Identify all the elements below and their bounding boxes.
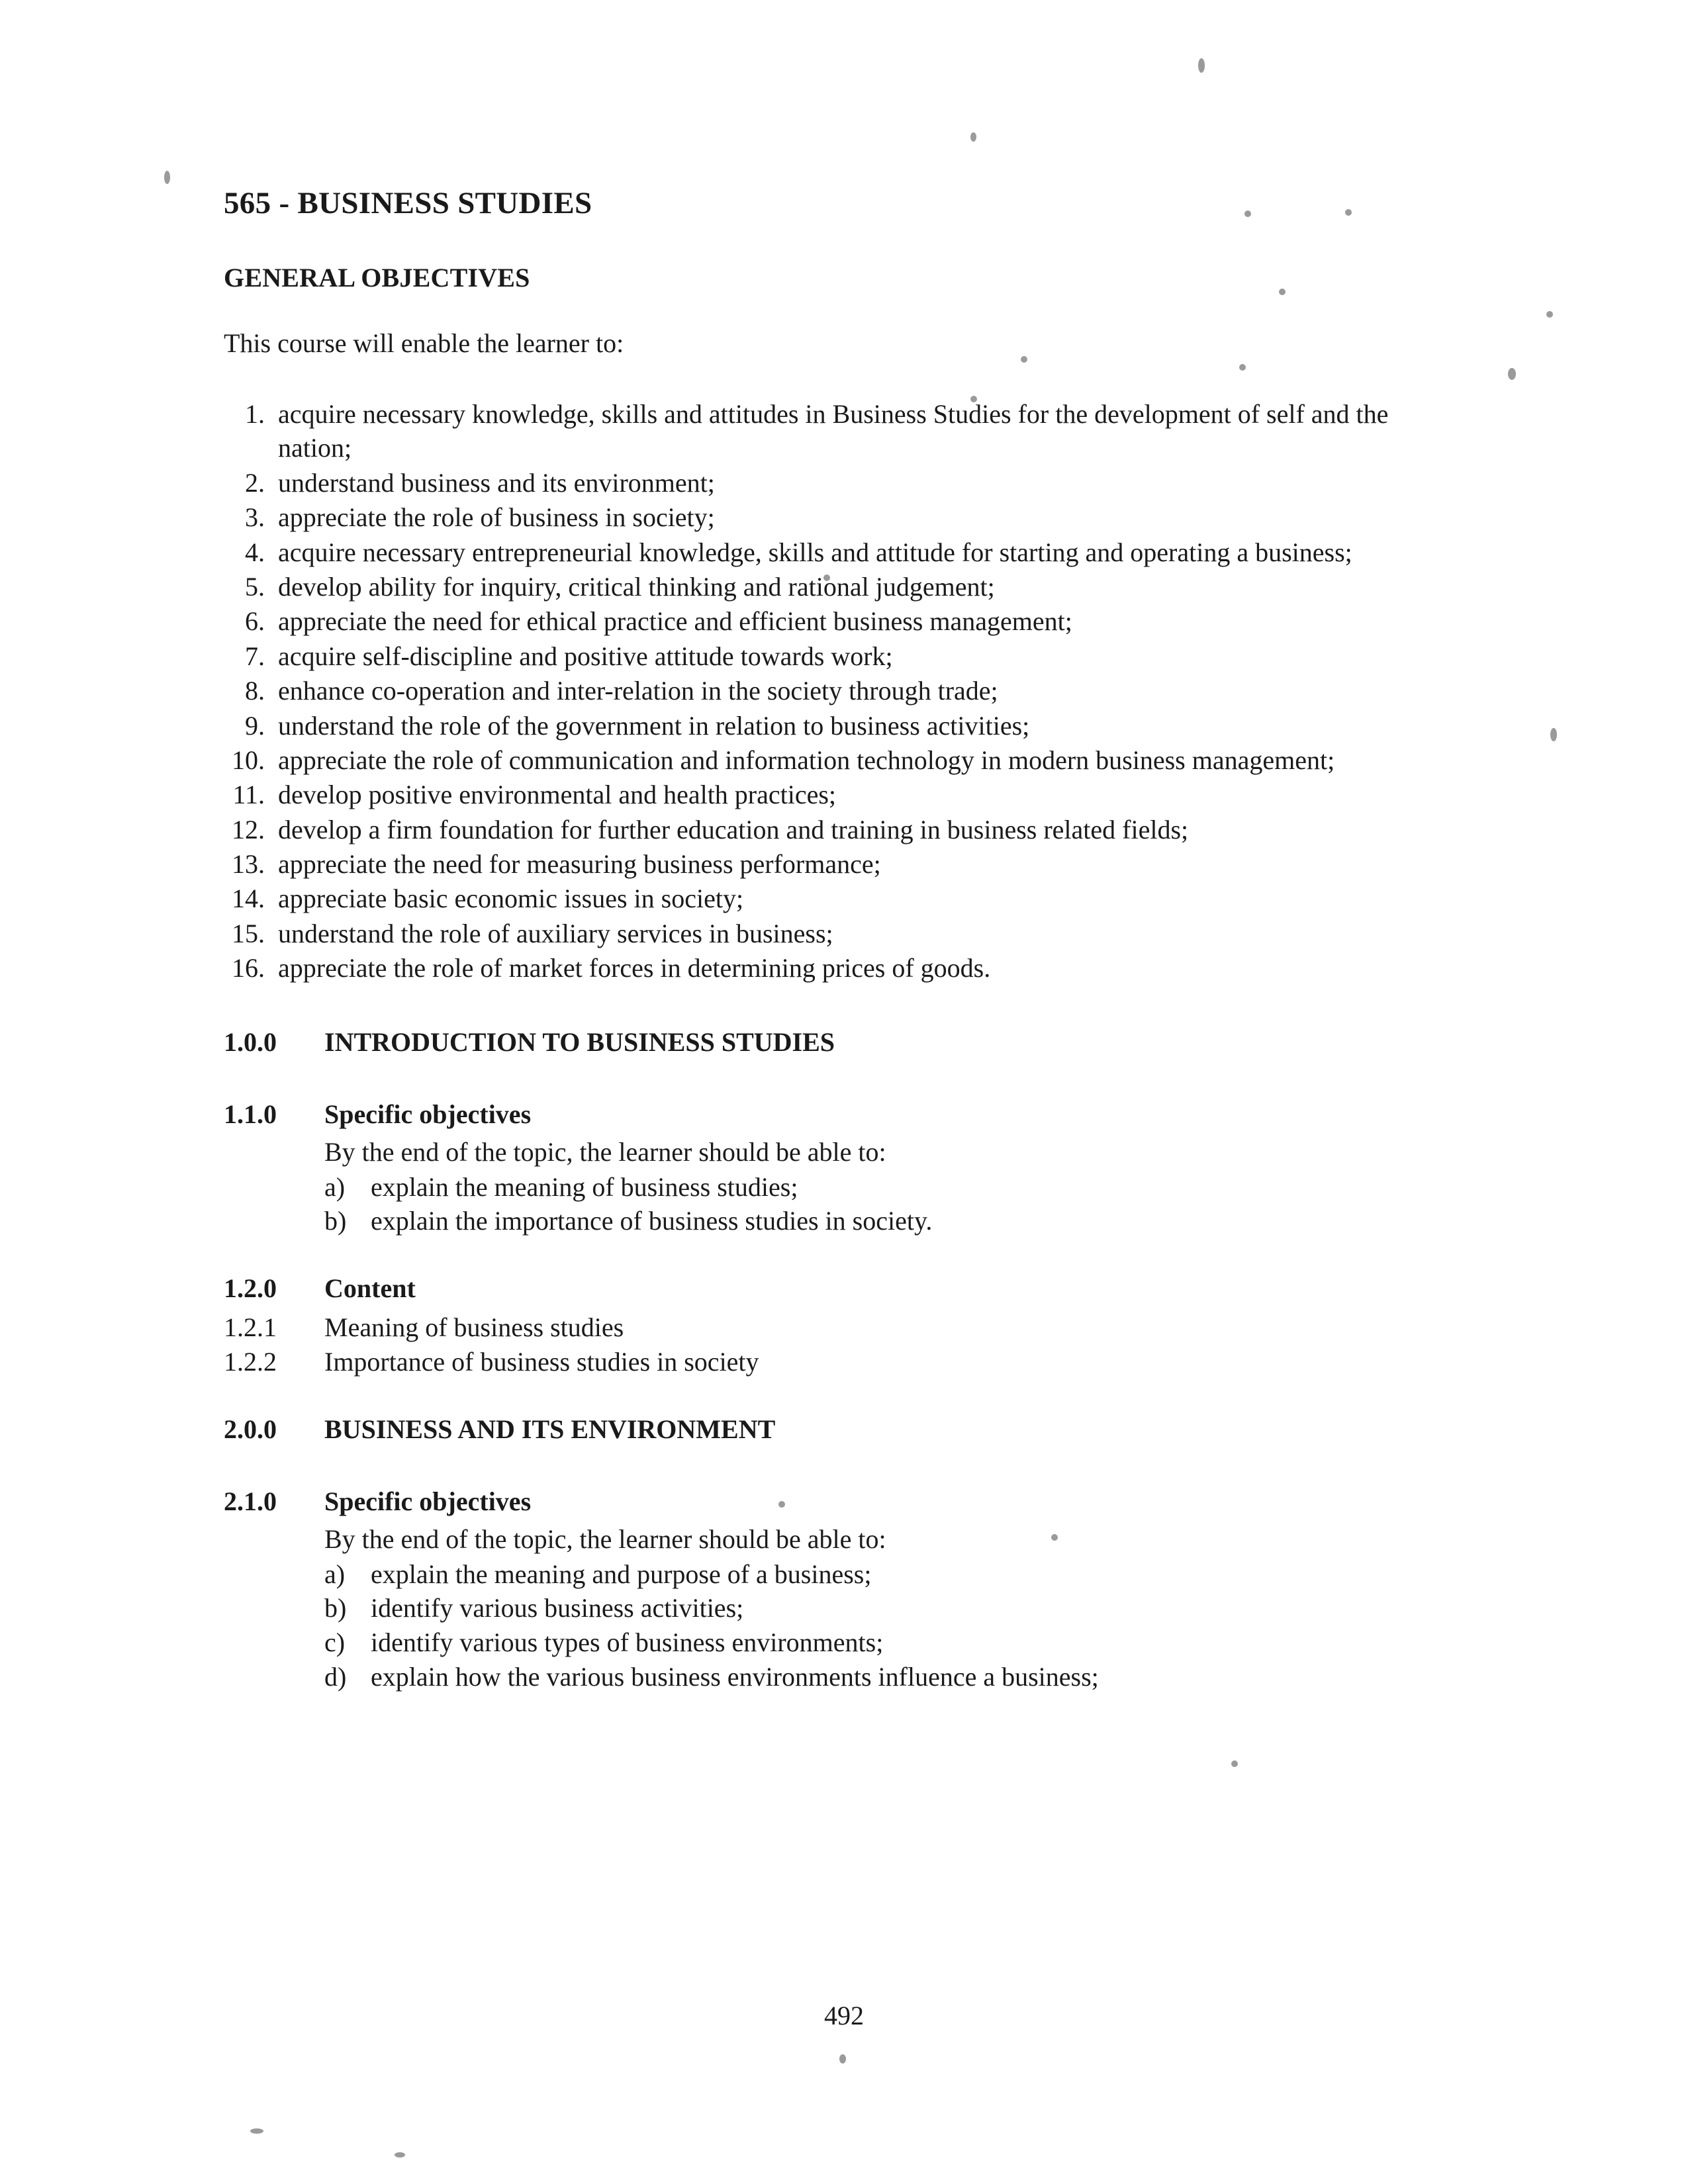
list-item-number: 11.: [232, 780, 265, 810]
scan-speck: [395, 2152, 405, 2158]
list-item-text: explain the importance of business studies in society.: [371, 1206, 933, 1236]
list-item-label: a): [324, 1171, 346, 1202]
list-item-text: explain how the various business environments influence a business;: [371, 1661, 1099, 1692]
list-item-text: develop positive environmental and health practices;: [278, 780, 837, 810]
scan-speck: [1550, 728, 1557, 741]
content-row-text: Importance of business studies in society: [324, 1346, 759, 1377]
list-item-number: 6.: [245, 606, 265, 637]
list-item-number: 2.: [245, 467, 265, 498]
scan-speck: [250, 2128, 263, 2134]
list-item-text: appreciate the need for measuring business performance;: [278, 849, 881, 880]
list-item-number: 3.: [245, 502, 265, 533]
list-item: [224, 674, 1435, 707]
list-item-number: 4.: [245, 537, 265, 567]
list-item: [224, 500, 1435, 534]
list-item: [224, 604, 1435, 638]
objectives-list: [324, 1170, 1435, 1238]
topic-1-heading: [224, 1026, 1435, 1058]
list-item-text: identify various types of business environments;: [371, 1627, 884, 1658]
list-item-number: 16.: [232, 953, 265, 983]
list-item: [224, 570, 1435, 604]
list-item-text: acquire self-discipline and positive attitude towards work;: [278, 641, 893, 671]
list-item: [224, 743, 1435, 777]
list-item-text: appreciate the role of communication and information technology in modern business management;: [278, 745, 1335, 775]
list-item: [224, 535, 1435, 569]
general-objectives-heading: GENERAL OBJECTIVES: [224, 263, 530, 293]
page-number: 492: [824, 2001, 864, 2030]
general-objectives-list: [224, 397, 1435, 985]
objectives-lead: By the end of the topic, the learner should be able to:: [324, 1136, 886, 1167]
content-row-text: Meaning of business studies: [324, 1312, 624, 1342]
list-item-text: appreciate basic economic issues in society;: [278, 884, 744, 914]
list-item-number: 15.: [232, 918, 265, 948]
list-item: [224, 466, 1435, 500]
list-item-number: 9.: [245, 710, 265, 741]
list-item-text: explain the meaning and purpose of a business;: [371, 1559, 872, 1589]
subsection-number: 2.1.0: [224, 1486, 277, 1516]
scan-speck: [164, 171, 170, 184]
list-item-text: understand the role of the government in relation to business activities;: [278, 710, 1030, 741]
scan-speck: [839, 2054, 846, 2064]
scan-speck: [970, 132, 976, 142]
scan-speck: [1198, 58, 1205, 73]
list-item-number: 1.: [245, 399, 265, 429]
document-body: [224, 185, 1435, 1694]
topic-1-title: INTRODUCTION TO BUSINESS STUDIES: [324, 1026, 835, 1057]
topic-2-heading: [224, 1414, 1435, 1445]
scan-speck: [1546, 311, 1553, 318]
topic-1-number: 1.0.0: [224, 1026, 277, 1057]
list-item: [324, 1591, 1435, 1625]
list-item: [224, 847, 1435, 881]
list-item-number: 8.: [245, 676, 265, 706]
list-item: [224, 778, 1435, 811]
list-item: [324, 1170, 1435, 1205]
list-item-text: appreciate the role of business in society;: [278, 502, 715, 533]
content-row: [224, 1345, 1435, 1379]
topic-1-specific-objectives: [224, 1099, 1435, 1238]
list-item: [224, 813, 1435, 846]
content-row: [224, 1310, 1435, 1345]
list-item-text: enhance co-operation and inter-relation in the society through trade;: [278, 676, 998, 706]
general-objectives-intro: This course will enable the learner to:: [224, 328, 624, 358]
objectives-list: [324, 1557, 1435, 1694]
content-row-number: 1.2.1: [224, 1312, 277, 1342]
content-row-number: 1.2.2: [224, 1346, 277, 1377]
list-item-text: appreciate the need for ethical practice and efficient business management;: [278, 606, 1072, 637]
topic-2-specific-objectives: [224, 1486, 1435, 1694]
list-item-label: b): [324, 1593, 347, 1623]
list-item-label: c): [324, 1627, 346, 1658]
subsection-title: Specific objectives: [324, 1486, 532, 1516]
list-item-text: understand the role of auxiliary services in business;: [278, 918, 833, 948]
topic-2-title: BUSINESS AND ITS ENVIRONMENT: [324, 1414, 776, 1444]
list-item-number: 7.: [245, 641, 265, 671]
topic-2-number: 2.0.0: [224, 1414, 277, 1444]
page-title: 565 - BUSINESS STUDIES: [224, 186, 592, 220]
list-item-number: 12.: [232, 814, 265, 844]
list-item-number: 5.: [245, 571, 265, 602]
list-item-text: develop ability for inquiry, critical thinking and rational judgement;: [278, 571, 995, 602]
scan-speck: [1231, 1760, 1238, 1767]
list-item-number: 14.: [232, 884, 265, 914]
subsection-number: 1.1.0: [224, 1099, 277, 1129]
list-item-text: acquire necessary entrepreneurial knowledge, skills and attitude for starting and operating a business;: [278, 537, 1352, 567]
list-item-text: identify various business activities;: [371, 1593, 744, 1623]
list-item: [324, 1660, 1435, 1694]
list-item-text: explain the meaning of business studies;: [371, 1171, 798, 1202]
list-item-text: develop a firm foundation for further education and training in business related fields;: [278, 814, 1189, 844]
list-item: [224, 917, 1435, 950]
list-item: [224, 882, 1435, 915]
list-item: [224, 639, 1435, 673]
list-item: [324, 1557, 1435, 1592]
list-item-text: understand business and its environment;: [278, 467, 715, 498]
list-item: [224, 951, 1435, 985]
list-item-label: d): [324, 1661, 347, 1692]
list-item-number: 13.: [232, 849, 265, 880]
list-item: [224, 397, 1435, 465]
list-item-number: 10.: [232, 745, 265, 775]
subsection-title: Specific objectives: [324, 1099, 532, 1129]
list-item: [224, 709, 1435, 743]
list-item-label: b): [324, 1206, 347, 1236]
subsection-title: Content: [324, 1273, 416, 1303]
objectives-lead: By the end of the topic, the learner should be able to:: [324, 1524, 886, 1554]
list-item-text: acquire necessary knowledge, skills and attitudes in Business Studies for the development of self and the nation;: [278, 399, 1389, 463]
topic-1-content: [224, 1273, 1435, 1379]
subsection-number: 1.2.0: [224, 1273, 277, 1303]
list-item-text: appreciate the role of market forces in determining prices of goods.: [278, 953, 991, 983]
list-item: [324, 1625, 1435, 1660]
list-item: [324, 1204, 1435, 1238]
scan-speck: [1508, 368, 1516, 380]
list-item-label: a): [324, 1559, 346, 1589]
